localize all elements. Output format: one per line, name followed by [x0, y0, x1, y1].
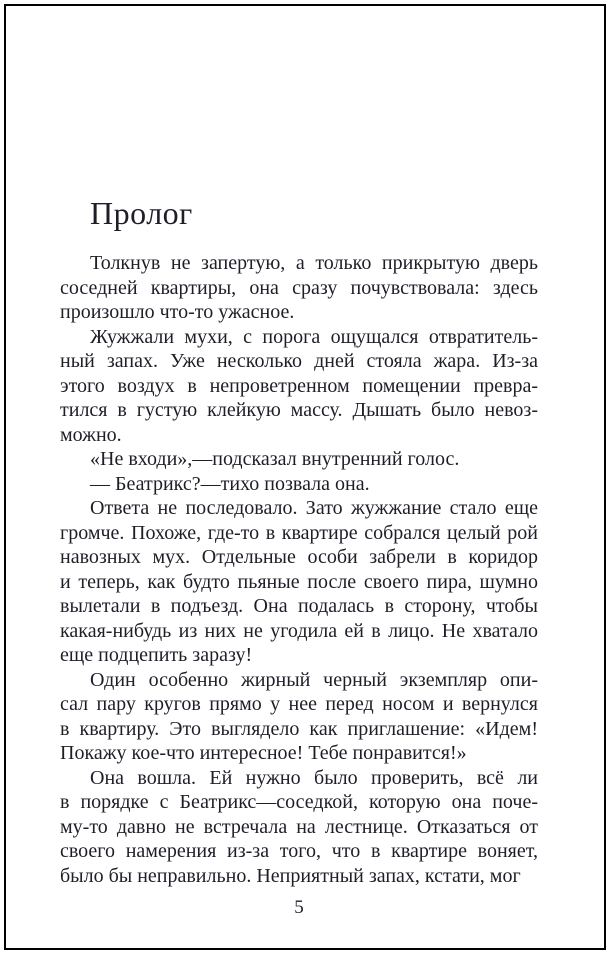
paragraph	[60, 251, 538, 325]
text-line: было бы неправильно. Неприятный запах, кстати, мог	[60, 864, 521, 887]
page-number: 5	[294, 897, 304, 918]
text-line: своего намерения из-за того, что в квартире воняет,	[60, 840, 538, 862]
text-line: Ответа не последовало. Зато жужжание стало еще	[90, 497, 538, 519]
text-line: сал пару кругов прямо у нее перед носом и вернулся	[60, 693, 538, 715]
text-line: вылетали в подъезд. Она подалась в сторону, чтобы	[60, 595, 538, 617]
paragraph	[60, 766, 538, 889]
text-line: ный запах. Уже несколько дней стояла жара. Из-за	[60, 350, 538, 372]
text-line: соседней квартиры, она сразу почувствовала: здесь	[60, 276, 538, 299]
text-line: «Не входи»,—подсказал внутренний голос.	[90, 448, 460, 470]
text-line: можно.	[60, 423, 122, 446]
text-line: — Беатрикс?—тихо позвала она.	[90, 472, 370, 495]
paragraph	[60, 496, 538, 668]
text-line: еще подцепить заразу!	[60, 644, 253, 666]
text-line: Один особенно жирный черный экземпляр опи-	[90, 668, 538, 691]
paragraph	[60, 472, 538, 497]
text-line: му-то давно не встречала на лестнице. Отказаться от	[60, 815, 538, 838]
text-line: громче. Похоже, где-то в квартире собрался целый рой	[60, 521, 538, 544]
text-body	[60, 251, 538, 888]
text-line: Жужжали мухи, с порога ощущался отвратитель-	[90, 325, 538, 348]
text-line: и теперь, как будто пьяные после своего пира, шумно	[60, 570, 538, 593]
text-line: этого воздух в непроветренном помещении превра-	[60, 374, 538, 397]
chapter-heading: Пролог	[90, 195, 193, 231]
text-line: Толкнув не запертую, а только прикрытую дверь	[90, 252, 538, 274]
text-line: произошло что-то ужасное.	[60, 301, 295, 323]
paragraph	[60, 668, 538, 766]
text-line: какая-нибудь из них не угодила ей в лицо. Не хватало	[60, 619, 538, 642]
text-line: тился в густую клейкую массу. Дышать было невоз-	[60, 399, 538, 421]
text-line: в порядке с Беатрикс—соседкой, которую она поче-	[60, 791, 538, 813]
text-line: в квартиру. Это выглядело как приглашение: «Идем!	[60, 717, 538, 740]
text-line: Покажу кое-что интересное! Тебе понравится!»	[60, 742, 467, 764]
paragraph	[60, 447, 538, 472]
paragraph	[60, 325, 538, 448]
text-line: Она вошла. Ей нужно было проверить, всё ли	[90, 766, 538, 789]
text-line: навозных мух. Отдельные особи забрели в коридор	[60, 546, 538, 568]
